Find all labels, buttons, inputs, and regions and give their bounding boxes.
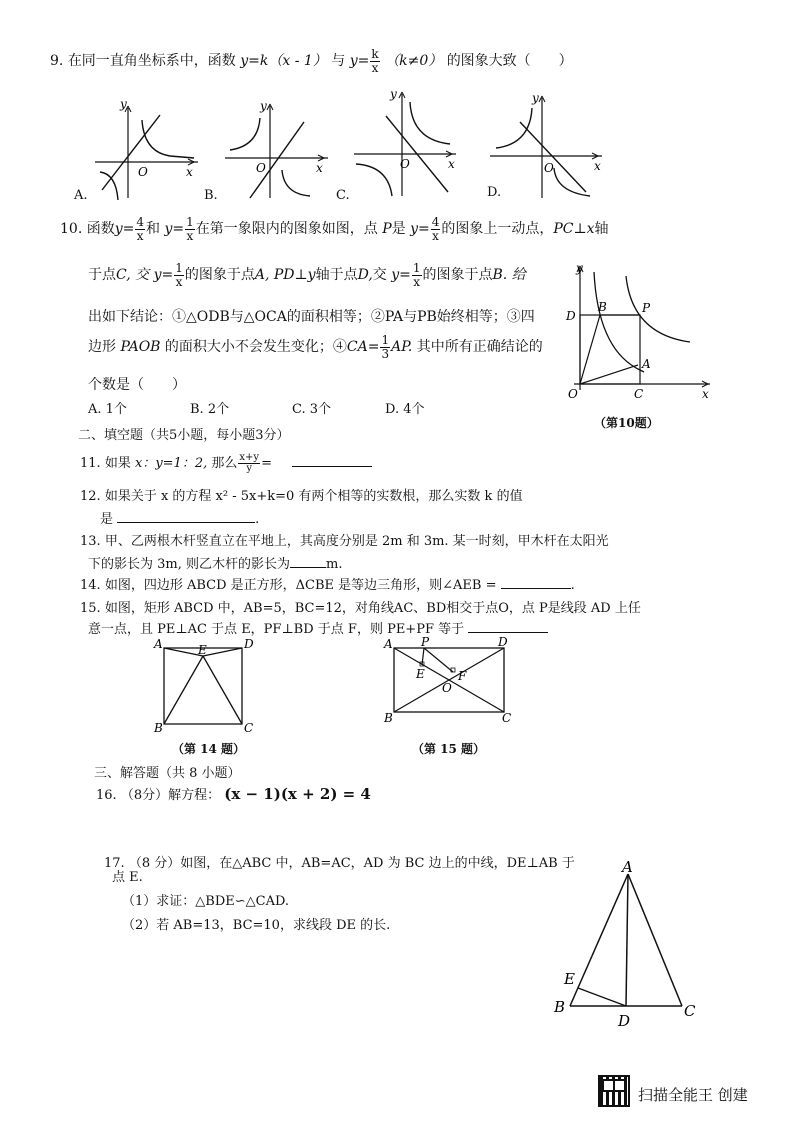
q9-number: 9. [50,53,64,70]
q17-sub1: （1）求证：△BDE∽△CAD. [122,894,290,909]
q15-line2: 意一点，且 PE⊥AC 于点 E，PF⊥BD 于点 F，则 PE+PF 等于 [88,618,548,637]
svg-text:F: F [458,669,467,683]
svg-text:P: P [642,301,651,315]
q11-answer-blank[interactable] [292,466,372,467]
svg-text:y: y [260,99,267,113]
q9-option-a: A. [74,188,88,203]
svg-text:x: x [702,387,709,401]
q9-graph-b [220,100,330,200]
q9-graph-c [350,88,460,200]
q9-graph-d [480,92,605,200]
q10-line4: 边形 PAOB 的面积大小不会发生变化；④CA= $\frac{1}{3}$ AP. 其中所有正确结论的 [88,333,543,361]
svg-text:C: C [684,1002,696,1020]
q17-sub2: （2）若 AB=13，BC=10，求线段 DE 的长. [122,918,391,933]
q12-line2: 是 . [100,512,260,527]
svg-text:O: O [544,161,554,175]
svg-text:y: y [120,97,127,111]
svg-text:y: y [532,91,539,105]
q10-line2: 于点C, 交 y= $\frac{1}{x}$ 的图象于点A, PD⊥y轴于点D,交 y= $\frac{1}{x}$ 的图象于点B. 给 [88,261,526,289]
app-watermark: 扫描全能王 创建 [638,1086,748,1104]
fraction-k-over-x: $\frac{k}{x}$ [371,47,379,75]
q14-answer-blank[interactable] [501,588,571,589]
q17-triangle-figure [552,856,702,1036]
q13: 13. 甲、乙两根木杆竖直立在平地上，其高度分别是 2m 和 3m. 某一时刻，甲木杆在太阳光 [80,534,609,549]
svg-text:y: y [390,87,397,101]
svg-text:P: P [421,635,430,649]
q9-option-d: D. [487,185,502,200]
svg-text:B: B [384,711,393,725]
qr-code-icon [598,1075,630,1107]
svg-text:C: C [634,387,644,401]
svg-text:x: x [594,159,601,173]
q10-option-c: C. 3个 [292,402,332,417]
q12-answer-blank[interactable] [117,522,255,523]
q17-line2: 点 E. [112,870,143,885]
svg-text:O: O [400,157,410,171]
q14: 14. 如图，四边形 ABCD 是正方形，ΔCBE 是等边三角形，则∠AEB = . [80,578,575,593]
svg-text:D: D [498,635,508,649]
fig15-caption: （第 15 题） [412,742,486,756]
q10-option-b: B. 2个 [190,402,230,417]
svg-text:D: D [244,637,254,651]
svg-text:O: O [138,165,148,179]
q9-option-c: C. [336,188,350,203]
q15-answer-blank[interactable] [468,632,548,633]
svg-text:x: x [316,161,323,175]
q10-line1: 10. 函数y= $\frac{4}{x}$ 和 y= $\frac{1}{x}$ 在第一象限内的图象如图，点 P是 y= $\frac{4}{x}$ 的图象上一动点，PC⊥x轴 [60,215,609,243]
svg-text:E: E [564,970,575,988]
q15: 15. 如图，矩形 ABCD 中，AB=5，BC=12，对角线AC、BD相交于点O，点 P是线段 AD 上任 [80,601,641,616]
svg-text:A: A [622,858,633,876]
svg-text:y: y [576,261,583,275]
svg-text:x: x [448,157,455,171]
q13-answer-blank[interactable] [290,567,326,568]
q10-caption: （第10题） [594,416,659,430]
fig14-caption: （第 14 题） [172,742,246,756]
q10-figure [564,262,714,412]
svg-text:C: C [244,721,254,735]
q10-option-d: D. 4个 [385,402,425,417]
section-3-heading: 三、解答题（共 8 小题） [94,766,241,781]
section-2-heading: 二、填空题（共5小题，每小题3分） [78,428,290,443]
svg-text:E: E [416,667,425,681]
fig14-square [150,636,260,736]
svg-text:B: B [554,998,566,1016]
q17: 17. （8 分）如图，在△ABC 中，AB=AC，AD 为 BC 边上的中线，DE⊥AB 于 [104,856,575,871]
svg-text:x: x [186,165,193,179]
svg-text:A: A [154,637,163,651]
svg-text:O: O [256,161,266,175]
q10-number: 10. [60,221,83,238]
svg-text:A: A [642,357,651,371]
q9-option-b: B. [204,188,218,203]
svg-text:E: E [198,643,207,657]
svg-text:C: C [502,711,512,725]
q11: 11. 如果 x：y=1：2, 那么 $\frac{x+y}{y}$ = [80,452,372,475]
svg-text:B: B [598,300,607,314]
svg-text:D: D [566,309,576,323]
q10-option-a: A. 1个 [88,402,127,417]
svg-text:O: O [568,387,578,401]
q12: 12. 如果关于 x 的方程 x² - 5x+k=0 有两个相等的实数根，那么实数 k 的值 [80,489,523,504]
svg-text:D: D [618,1012,631,1030]
svg-text:B: B [154,721,163,735]
q9-stem: 9. 在同一直角坐标系中，函数 y=k（x - 1） 与 y= $\frac{k}{x}$ （k≠0） 的图象大致（ ） [50,47,573,75]
q10-line5: 个数是（ ） [88,377,186,393]
svg-text:O: O [442,681,452,695]
q9-graph-a [90,97,200,200]
q13-line2: 下的影长为 3m, 则乙木杆的影长为 m. [88,557,343,572]
svg-text:A: A [384,637,393,651]
q16: 16. （8分）解方程： (x − 1)(x + 2) = 4 [96,785,371,803]
q10-line3: 出如下结论：①△ODB与△OCA的面积相等；②PA与PB始终相等；③四 [88,309,535,325]
fig15-rectangle [380,636,515,726]
